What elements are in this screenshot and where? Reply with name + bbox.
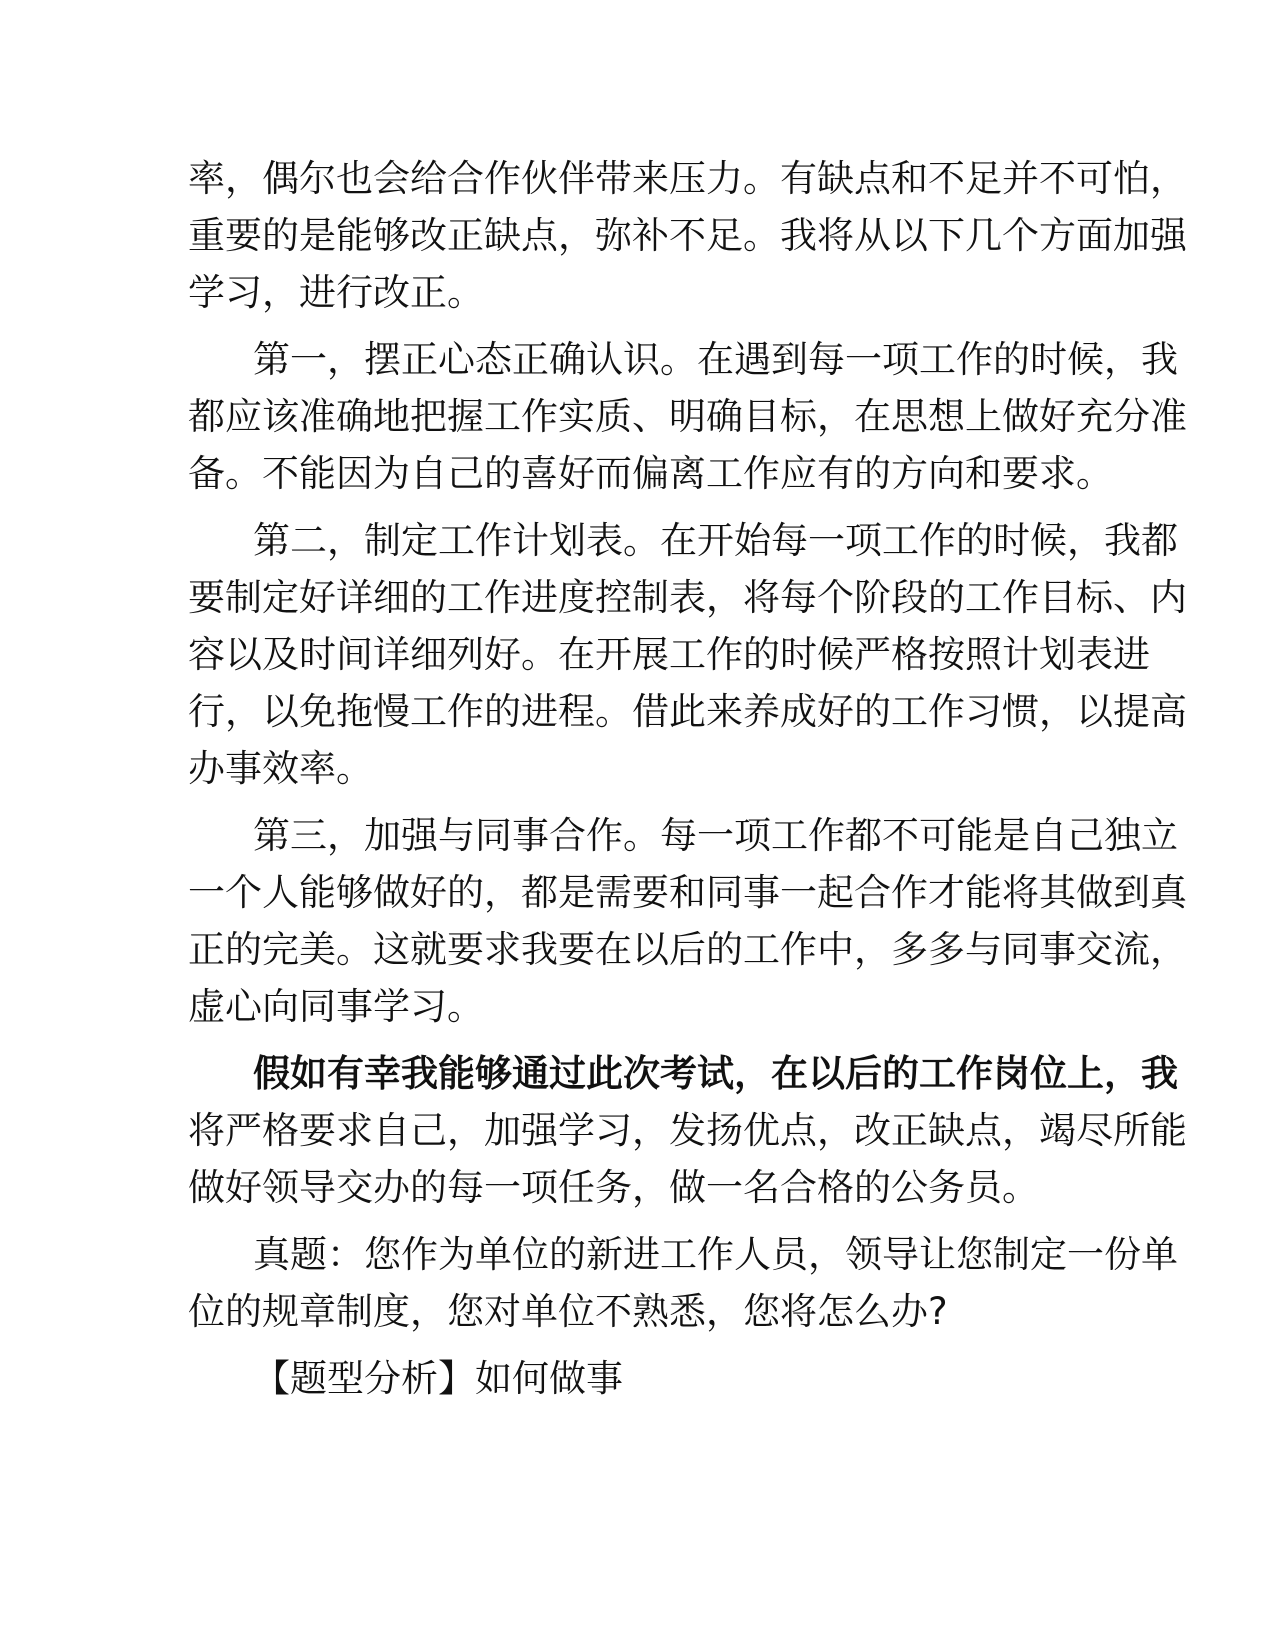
text-line: 真题：您作为单位的新进工作人员，领导让您制定一份单 xyxy=(253,1233,1178,1276)
text-line: 一个人能够做好的，都是需要和同事一起合作才能将其做到真 xyxy=(188,871,1187,914)
text-line: 容以及时间详细列好。在开展工作的时候严格按照计划表进 xyxy=(188,633,1150,676)
text-line: 重要的是能够改正缺点，弥补不足。我将从以下几个方面加强 xyxy=(188,214,1187,257)
text-line: 虚心向同事学习。 xyxy=(188,985,484,1028)
text-line: 办事效率。 xyxy=(188,747,373,790)
paragraph-question xyxy=(188,1226,1178,1340)
text-line: 备。不能因为自己的喜好而偏离工作应有的方向和要求。 xyxy=(188,452,1113,495)
paragraph-intro xyxy=(188,150,1187,321)
paragraph-first xyxy=(188,331,1187,502)
text-line: 第二，制定工作计划表。在开始每一项工作的时候，我都 xyxy=(253,519,1178,562)
document-body xyxy=(188,150,1187,1407)
paragraph-third xyxy=(188,807,1187,1035)
text-line: 率，偶尔也会给合作伙伴带来压力。有缺点和不足并不可怕， xyxy=(188,157,1187,200)
text-line: 第三，加强与同事合作。每一项工作都不可能是自己独立 xyxy=(253,814,1178,857)
paragraph-second xyxy=(188,512,1187,797)
text-line: 要制定好详细的工作进度控制表，将每个阶段的工作目标、内 xyxy=(188,576,1187,619)
text-line: 位的规章制度，您对单位不熟悉，您将怎么办? xyxy=(188,1290,948,1333)
text-line: 学习，进行改正。 xyxy=(188,271,484,314)
text-line: 做好领导交办的每一项任务，做一名合格的公务员。 xyxy=(188,1166,1039,1209)
text-line: 将严格要求自己，加强学习，发扬优点，改正缺点，竭尽所能 xyxy=(188,1109,1187,1152)
text-line: 假如有幸我能够通过此次考试，在以后的工作岗位上，我 xyxy=(253,1052,1178,1095)
text-line: 正的完美。这就要求我要在以后的工作中，多多与同事交流， xyxy=(188,928,1187,971)
paragraph-conclusion xyxy=(188,1045,1187,1216)
text-line: 第一，摆正心态正确认识。在遇到每一项工作的时候，我 xyxy=(253,338,1178,381)
text-line: 【题型分析】如何做事 xyxy=(253,1357,623,1400)
text-line: 行，以免拖慢工作的进程。借此来养成好的工作习惯，以提高 xyxy=(188,690,1187,733)
text-line: 都应该准确地把握工作实质、明确目标，在思想上做好充分准 xyxy=(188,395,1187,438)
paragraph-analysis xyxy=(188,1350,1088,1407)
